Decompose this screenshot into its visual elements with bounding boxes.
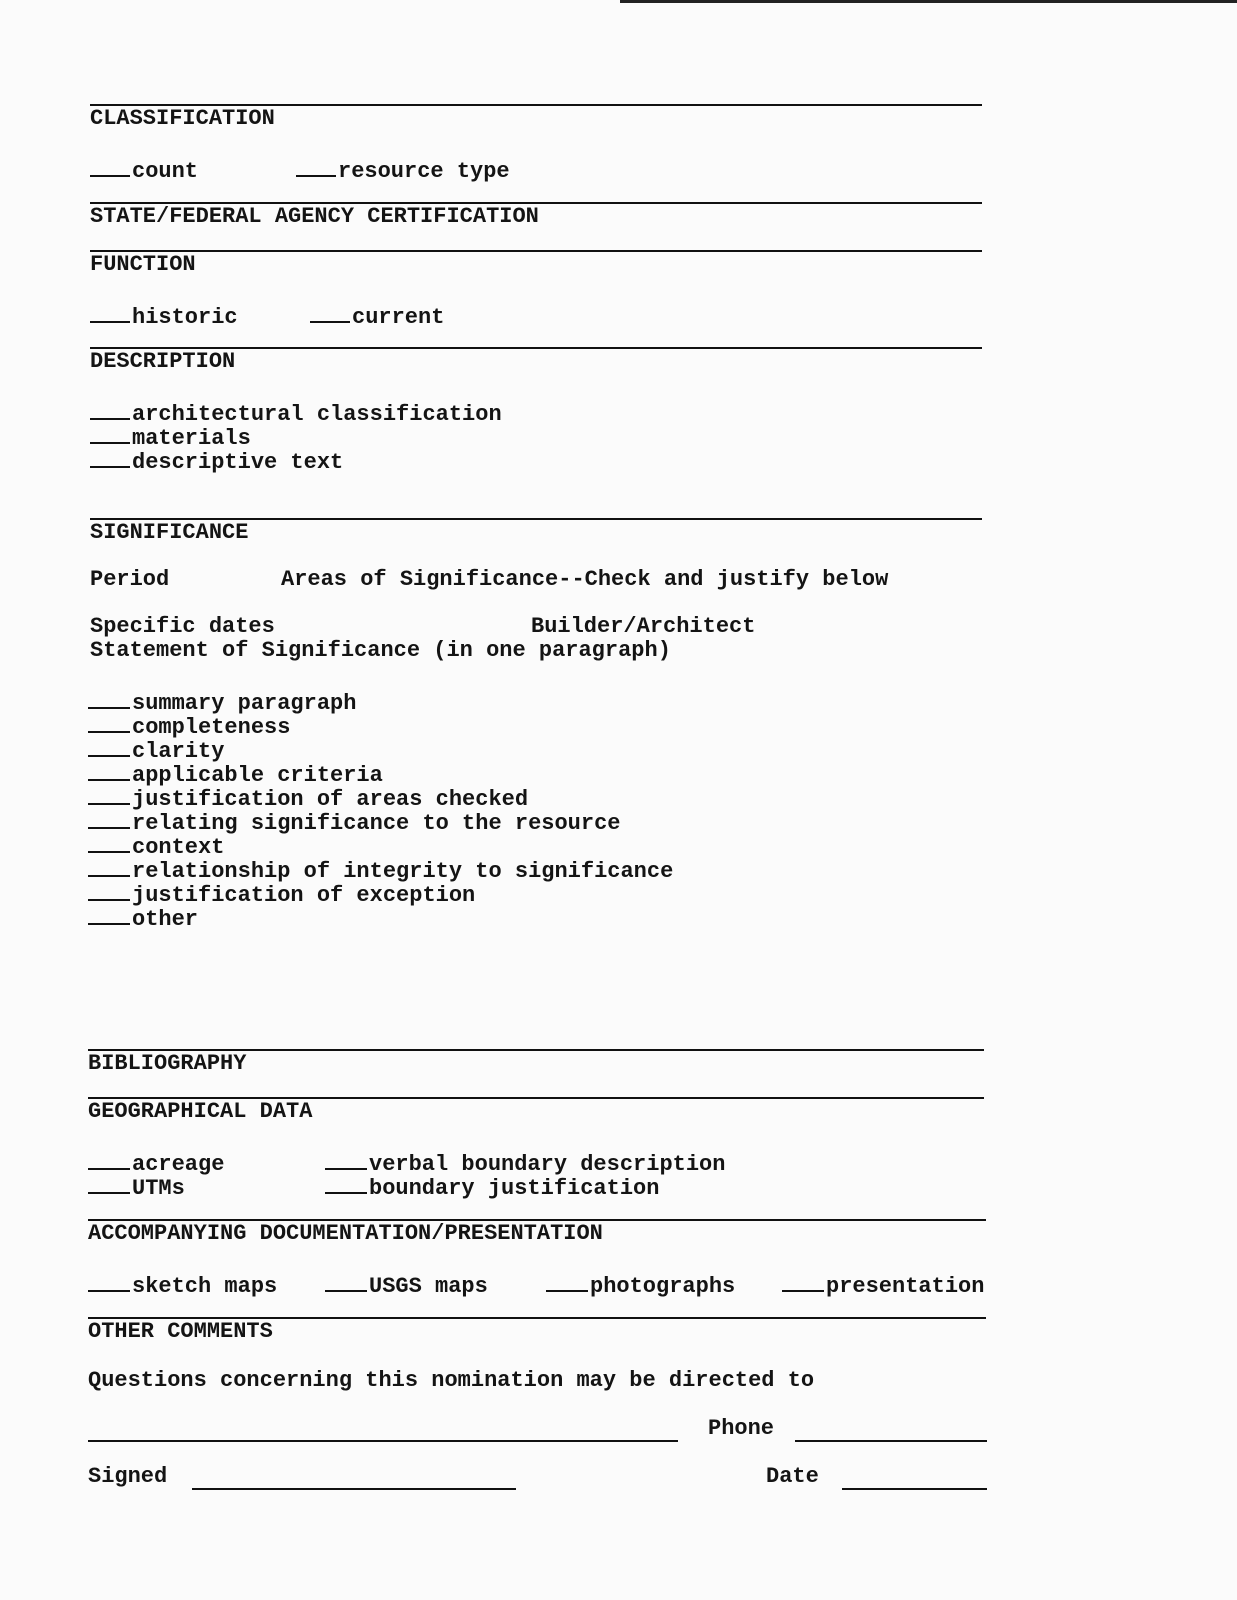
checkbox-other[interactable] bbox=[88, 903, 198, 932]
checkbox-utms[interactable] bbox=[88, 1172, 185, 1201]
item-label: clarity bbox=[132, 739, 225, 764]
blank-line bbox=[88, 879, 130, 901]
date-field[interactable] bbox=[842, 1488, 987, 1490]
blank-line bbox=[310, 301, 350, 323]
questions-text: Questions concerning this nomination may be directed to bbox=[88, 1368, 815, 1393]
blank-line bbox=[90, 301, 130, 323]
blank-line bbox=[90, 398, 130, 420]
item-label: architectural classification bbox=[132, 402, 502, 427]
blank-line bbox=[90, 422, 130, 444]
blank-line bbox=[325, 1270, 367, 1292]
documentation-heading: ACCOMPANYING DOCUMENTATION/PRESENTATION bbox=[88, 1221, 603, 1246]
item-label: completeness bbox=[132, 715, 291, 740]
description-heading: DESCRIPTION bbox=[90, 349, 236, 374]
period-label: Period bbox=[90, 567, 170, 592]
blank-line bbox=[88, 735, 130, 757]
scan-top-edge bbox=[620, 0, 1237, 3]
item-label: applicable criteria bbox=[132, 763, 383, 788]
item-label: boundary justification bbox=[369, 1176, 660, 1201]
phone-field[interactable] bbox=[795, 1440, 987, 1442]
item-label: descriptive text bbox=[132, 450, 344, 475]
blank-line bbox=[325, 1172, 367, 1194]
item-label: relationship of integrity to significance bbox=[132, 859, 674, 884]
blank-line bbox=[90, 155, 130, 177]
item-label: count bbox=[132, 159, 199, 184]
checkbox-descriptive-text[interactable] bbox=[90, 446, 343, 475]
blank-line bbox=[88, 687, 130, 709]
item-label: USGS maps bbox=[369, 1274, 488, 1299]
checkbox-presentation[interactable] bbox=[782, 1270, 984, 1299]
item-label: sketch maps bbox=[132, 1274, 278, 1299]
statement-label: Statement of Significance (in one paragraph) bbox=[90, 638, 671, 663]
item-label: presentation bbox=[826, 1274, 985, 1299]
item-label: resource type bbox=[338, 159, 510, 184]
item-label: other bbox=[132, 907, 199, 932]
checkbox-count[interactable] bbox=[90, 155, 198, 184]
blank-line bbox=[782, 1270, 824, 1292]
item-label: photographs bbox=[590, 1274, 736, 1299]
bibliography-heading: BIBLIOGRAPHY bbox=[88, 1051, 247, 1076]
blank-line bbox=[88, 1148, 130, 1170]
comments-heading: OTHER COMMENTS bbox=[88, 1319, 273, 1344]
blank-line bbox=[296, 155, 336, 177]
classification-heading: CLASSIFICATION bbox=[90, 106, 275, 131]
item-label: summary paragraph bbox=[132, 691, 357, 716]
checkbox-sketch-maps[interactable] bbox=[88, 1270, 277, 1299]
item-label: materials bbox=[132, 426, 251, 451]
geographical-heading: GEOGRAPHICAL DATA bbox=[88, 1099, 313, 1124]
checkbox-boundary-justification[interactable] bbox=[325, 1172, 659, 1201]
blank-line bbox=[88, 855, 130, 877]
item-label: context bbox=[132, 835, 225, 860]
item-label: current bbox=[352, 305, 445, 330]
section-rule bbox=[90, 250, 982, 252]
blank-line bbox=[88, 1270, 130, 1292]
item-label: justification of exception bbox=[132, 883, 476, 908]
signed-label: Signed bbox=[88, 1464, 168, 1489]
blank-line bbox=[325, 1148, 367, 1170]
blank-line bbox=[88, 711, 130, 733]
blank-line bbox=[88, 807, 130, 829]
checkbox-historic[interactable] bbox=[90, 301, 238, 330]
phone-label: Phone bbox=[708, 1416, 775, 1441]
significance-heading: SIGNIFICANCE bbox=[90, 520, 249, 545]
checkbox-usgs-maps[interactable] bbox=[325, 1270, 488, 1299]
checkbox-current[interactable] bbox=[310, 301, 444, 330]
signature-field[interactable] bbox=[192, 1488, 516, 1490]
item-label: acreage bbox=[132, 1152, 225, 1177]
item-label: UTMs bbox=[132, 1176, 185, 1201]
date-label: Date bbox=[766, 1464, 819, 1489]
blank-line bbox=[88, 759, 130, 781]
checkbox-resource-type[interactable] bbox=[296, 155, 510, 184]
blank-line bbox=[88, 831, 130, 853]
blank-line bbox=[88, 1172, 130, 1194]
item-label: relating significance to the resource bbox=[132, 811, 621, 836]
item-label: verbal boundary description bbox=[369, 1152, 726, 1177]
checkbox-photographs[interactable] bbox=[546, 1270, 735, 1299]
contact-name-field[interactable] bbox=[88, 1440, 678, 1442]
blank-line bbox=[90, 446, 130, 468]
certification-heading: STATE/FEDERAL AGENCY CERTIFICATION bbox=[90, 204, 539, 229]
blank-line bbox=[88, 903, 130, 925]
function-heading: FUNCTION bbox=[90, 252, 196, 277]
item-label: historic bbox=[132, 305, 238, 330]
item-label: justification of areas checked bbox=[132, 787, 529, 812]
blank-line bbox=[546, 1270, 588, 1292]
builder-architect-label: Builder/Architect bbox=[531, 614, 756, 639]
blank-line bbox=[88, 783, 130, 805]
areas-label: Areas of Significance--Check and justify below bbox=[281, 567, 889, 592]
specific-dates-label: Specific dates bbox=[90, 614, 275, 639]
